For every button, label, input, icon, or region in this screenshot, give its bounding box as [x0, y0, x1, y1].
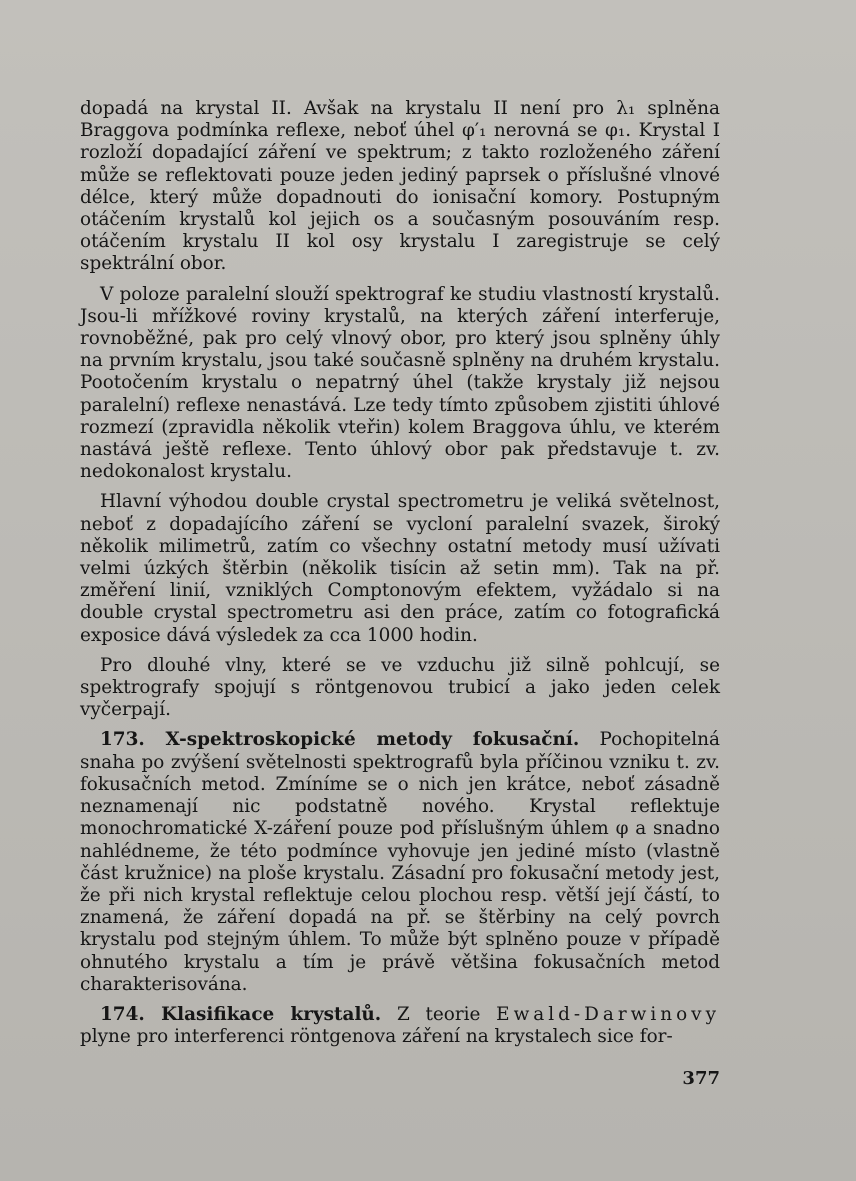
body-text [80, 98, 720, 1056]
section-174-title: 174. Klasifikace krystalů. [100, 1003, 382, 1025]
section-174-text-after: plyne pro interferenci röntgenova záření na krystalech sice for- [80, 1026, 673, 1048]
section-173-title: 173. X-spektroskopické metody fokusační. [100, 729, 580, 751]
section-174 [80, 1004, 720, 1048]
section-173-text: Pochopitelná snaha po zvýšení světelnosti spektrografů byla příčinou vzniku t. zv. fokusačních metod. Zmíníme se o nich jen krátce, neboť zásadně neznamenají nic podstatně nového. Krystal reflektuje monochromatické X-záření pouze pod příslušným úhlem φ a snadno nahlédneme, že této podmínce vyhovuje jen jediné místo (vlastně část kružnice) na ploše krystalu. Zásadní pro fokusační metody jest, že při nich krystal reflektuje celou plochou resp. větší její částí, to znamená, že záření dopadá na př. se štěrbiny na celý povrch krystalu pod stejným úhlem. To může být splněno pouze v případě ohnutého krystalu a tím je právě většina fokusačních metod charakterisována. [80, 729, 720, 995]
section-173 [80, 729, 720, 995]
paragraph-continued: dopadá na krystal II. Avšak na krystalu II není pro λ₁ splněna Braggova podmínka reflexe, neboť úhel φ′₁ nerovná se φ₁. Krystal I rozloží dopadající záření ve spektrum; z takto rozloženého záření může se reflektovati pouze jeden jediný paprsek o příslušné vlnové délce, který může dopadnouti do ionisační komory. Postupným otáčením krystalů kol jejich os a současným posouváním resp. otáčením krystalu II kol osy krystalu I zaregistruje se celý spektrální obor. [80, 98, 720, 275]
page-number: 377 [682, 1068, 720, 1089]
section-174-text-before: Z teorie [396, 1003, 481, 1025]
paragraph-parallel-position: V poloze paralelní slouží spektrograf ke studiu vlastností krystalů. Jsou-li mřížkové roviny krystalů, na kterých záření interferuje, rovnoběžné, pak pro celý vlnový obor, pro který jsou splněny úhly na prvním krystalu, jsou také současně splněny na druhém krystalu. Pootočením krystalu o nepatrný úhel (takže krystaly již nejsou paralelní) reflexe nenastává. Lze tedy tímto způsobem zjistiti úhlové rozmezí (zpravidla několik vteřin) kolem Braggova úhlu, ve kterém nastává ještě reflexe. Tento úhlový obor pak představuje t. zv. nedokonalost krystalu. [80, 283, 720, 483]
paragraph-long-waves: Pro dlouhé vlny, které se ve vzduchu již silně pohlcují, se spektrografy spojují s röntgenovou trubicí a jako jeden celek vyčerpají. [80, 654, 720, 721]
paragraph-main-advantage: Hlavní výhodou double crystal spectrometru je veliká světelnost, neboť z dopadajícího záření se vycloní paralelní svazek, široký několik milimetrů, zatím co všechny ostatní metody musí užívati velmi úzkých štěrbin (několik tisícin až setin mm). Tak na př. změření linií, vzniklých Comptonovým efektem, vyžádalo si na double crystal spectrometru asi den práce, zatím co fotografická exposice dává výsledek za cca 1000 hodin. [80, 491, 720, 646]
section-174-spaced-name: Ewald-Darwinovy [496, 1003, 720, 1025]
